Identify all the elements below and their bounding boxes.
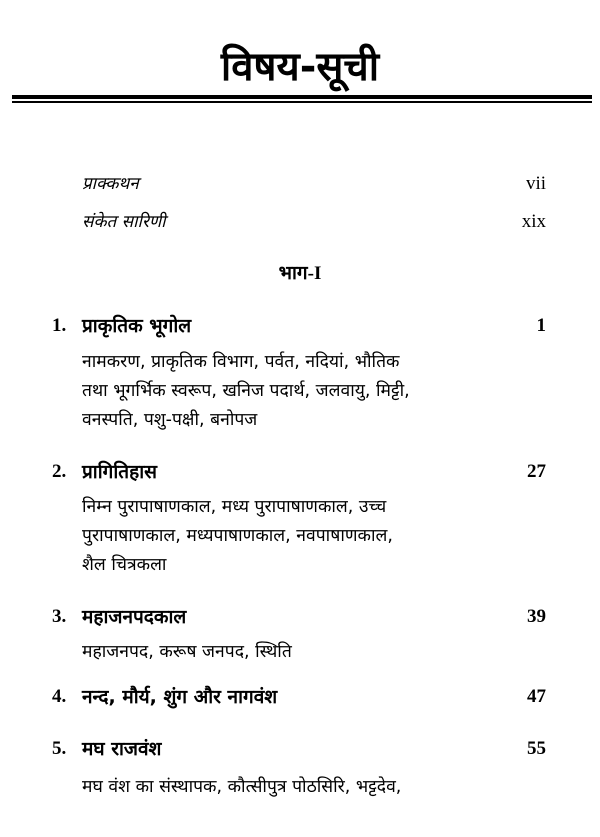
part-heading: भाग-I	[278, 263, 322, 284]
front-matter-page: vii	[525, 173, 546, 194]
chapter-description	[82, 638, 492, 667]
front-matter-page: xix	[521, 211, 546, 232]
description-line: नामकरण, प्राकृतिक विभाग, पर्वत, नदियां, भौतिक	[82, 352, 400, 372]
description-line: महाजनपद, करूष जनपद, स्थिति	[82, 642, 292, 662]
front-matter-label: संकेत सारिणी	[82, 212, 166, 232]
chapter-page: 39	[527, 606, 546, 627]
chapter-number: 3.	[52, 606, 67, 627]
title-rule-thin	[12, 101, 592, 103]
chapter-page: 1	[536, 315, 546, 336]
front-matter-entry-abbreviations	[82, 210, 546, 234]
title-rule-thick	[12, 95, 592, 99]
page-title: विषय-सूची	[220, 44, 380, 90]
description-line: तथा भूगर्भिक स्वरूप, खनिज पदार्थ, जलवायु, मिट्टी,	[82, 381, 410, 401]
chapter-title: प्राकृतिक भूगोल	[82, 315, 192, 337]
chapter-number: 5.	[52, 738, 67, 759]
chapter-description	[82, 348, 492, 435]
description-line: शैल चित्रकला	[82, 555, 167, 575]
chapter-heading	[52, 458, 546, 486]
chapter-heading	[52, 312, 546, 340]
chapter-number: 2.	[52, 461, 67, 482]
chapter-heading	[52, 603, 546, 631]
front-matter-entry-preface	[82, 172, 546, 196]
description-line: वनस्पति, पशु-पक्षी, बनोपज	[82, 410, 258, 430]
chapter-page: 55	[527, 738, 546, 759]
front-matter-label: प्राक्कथन	[82, 174, 139, 194]
chapter-title: नन्द, मौर्य, शुंग और नागवंश	[82, 686, 278, 708]
chapter-page: 47	[527, 686, 546, 707]
chapter-number: 1.	[52, 315, 67, 336]
chapter-heading	[52, 735, 546, 763]
chapter-description	[82, 773, 492, 802]
chapter-page: 27	[527, 461, 546, 482]
chapter-heading	[52, 683, 546, 711]
description-line: मघ वंश का संस्थापक, कौत्सीपुत्र पोठसिरि, भट्टदेव,	[82, 777, 402, 797]
description-line: निम्न पुरापाषाणकाल, मध्य पुरापाषाणकाल, उच्च	[82, 497, 387, 517]
chapter-title: महाजनपदकाल	[82, 606, 187, 628]
chapter-number: 4.	[52, 686, 67, 707]
description-line: पुरापाषाणकाल, मध्यपाषाणकाल, नवपाषाणकाल,	[82, 526, 393, 546]
chapter-title: मघ राजवंश	[82, 738, 162, 760]
chapter-title: प्रागितिहास	[82, 461, 157, 483]
chapter-description	[82, 493, 492, 580]
